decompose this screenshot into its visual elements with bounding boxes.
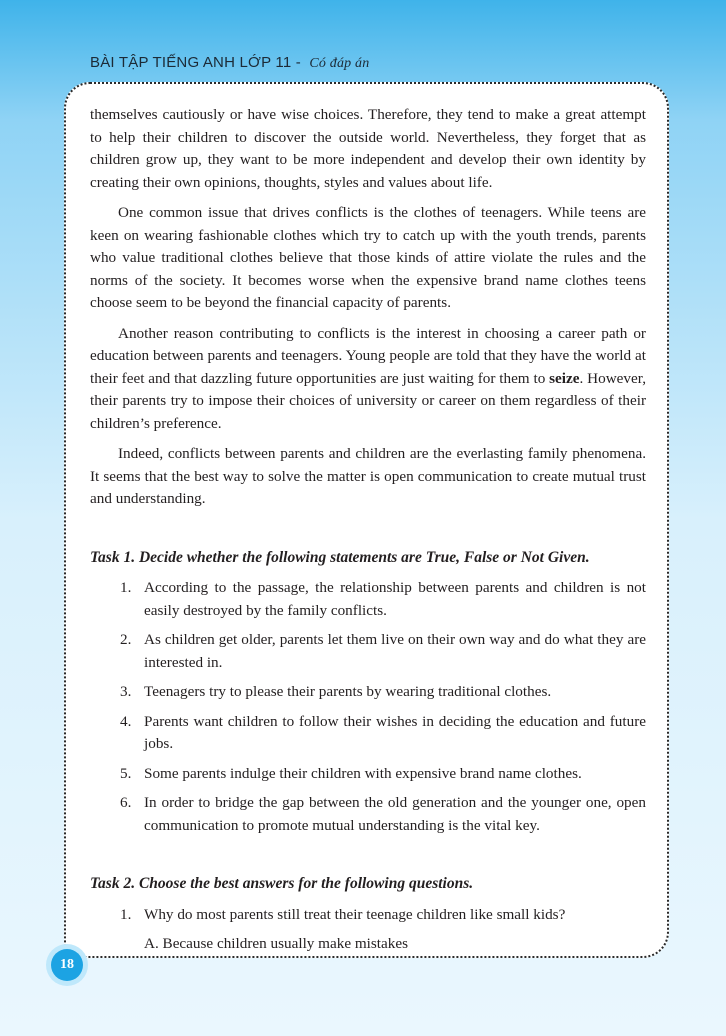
task-1-item (90, 681, 646, 704)
item-text: In order to bridge the gap between the old generation and the younger one, open communication to promote mutual understanding is the vital key. (144, 794, 646, 834)
page-number: 18 (51, 949, 83, 981)
item-text: According to the passage, the relationship between parents and children is not easily destroyed by the family conflicts. (144, 579, 646, 619)
task-1-item (90, 792, 646, 837)
task-1-item (90, 711, 646, 756)
task-1-item (90, 763, 646, 786)
running-header (90, 54, 369, 72)
item-number: 1. (120, 905, 132, 923)
page-content (90, 104, 646, 956)
passage-paragraph-3 (90, 323, 646, 436)
task-1-item (90, 577, 646, 622)
item-text: Some parents indulge their children with expensive brand name clothes. (144, 764, 582, 782)
task-1-list (90, 577, 646, 837)
item-number: 4. (120, 712, 132, 730)
passage-paragraph-4: Indeed, conflicts between parents and children are the everlasting family phenomena. It seems that the best way to solve the matter is open communication to create mutual trust and understanding. (90, 445, 646, 507)
item-text: Teenagers try to please their parents by wearing traditional clothes. (144, 683, 552, 700)
task-2-item (90, 904, 646, 927)
task-2-list (90, 904, 646, 927)
bold-word-seize: seize (549, 369, 580, 387)
task-1-item (90, 629, 646, 674)
item-number: 5. (120, 764, 132, 782)
item-text: Parents want children to follow their wishes in deciding the education and future jobs. (144, 712, 646, 752)
item-text: As children get older, parents let them live on their own way and do what they are interested in. (144, 631, 646, 671)
task-1-title: Task 1. Decide whether the following statements are True, False or Not Given. (90, 548, 590, 566)
page-number-badge (46, 944, 88, 986)
item-number: 3. (120, 683, 132, 700)
item-number: 1. (120, 579, 132, 596)
answer-option-a: A. Because children usually make mistakes (144, 935, 409, 952)
item-text: Why do most parents still treat their teenage children like small kids? (144, 905, 566, 923)
paragraph-3-end: . However, their parents try to impose their choices of university or career on them regardless of their children’s preference. (90, 369, 646, 432)
item-number: 2. (120, 631, 132, 648)
task-2-title: Task 2. Choose the best answers for the following questions. (90, 875, 474, 892)
book-subtitle: Có đáp án (309, 56, 370, 71)
passage-paragraph-2: One common issue that drives conflicts is the clothes of teenagers. While teens are keen on wearing fashionable clothes which try to catch up with the youth trends, parents who value traditional clothes believe that those kinds of attire violate the rules and the norms of the society. It becomes worse when the expensive brand name clothes teens choose seem to be beyond the financial capacity of parents. (90, 204, 646, 311)
paragraph-3-start: Another reason contributing to conflicts is the interest in choosing a career path or education between parents and teenagers. Young people are told that they have the world at their feet and that dazzling future opportunities are just waiting for them to (90, 324, 646, 387)
passage-paragraph-1: themselves cautiously or have wise choices. Therefore, they tend to make a great attempt to help their children to discover the outside world. Nevertheless, they forget that as children grow up, they want to be more independent and develop their own identity by creating their own opinions, thoughts, styles and values about life. (90, 106, 646, 191)
book-title: BÀI TẬP TIẾNG ANH LỚP 11 - (90, 54, 301, 71)
item-number: 6. (120, 794, 132, 811)
